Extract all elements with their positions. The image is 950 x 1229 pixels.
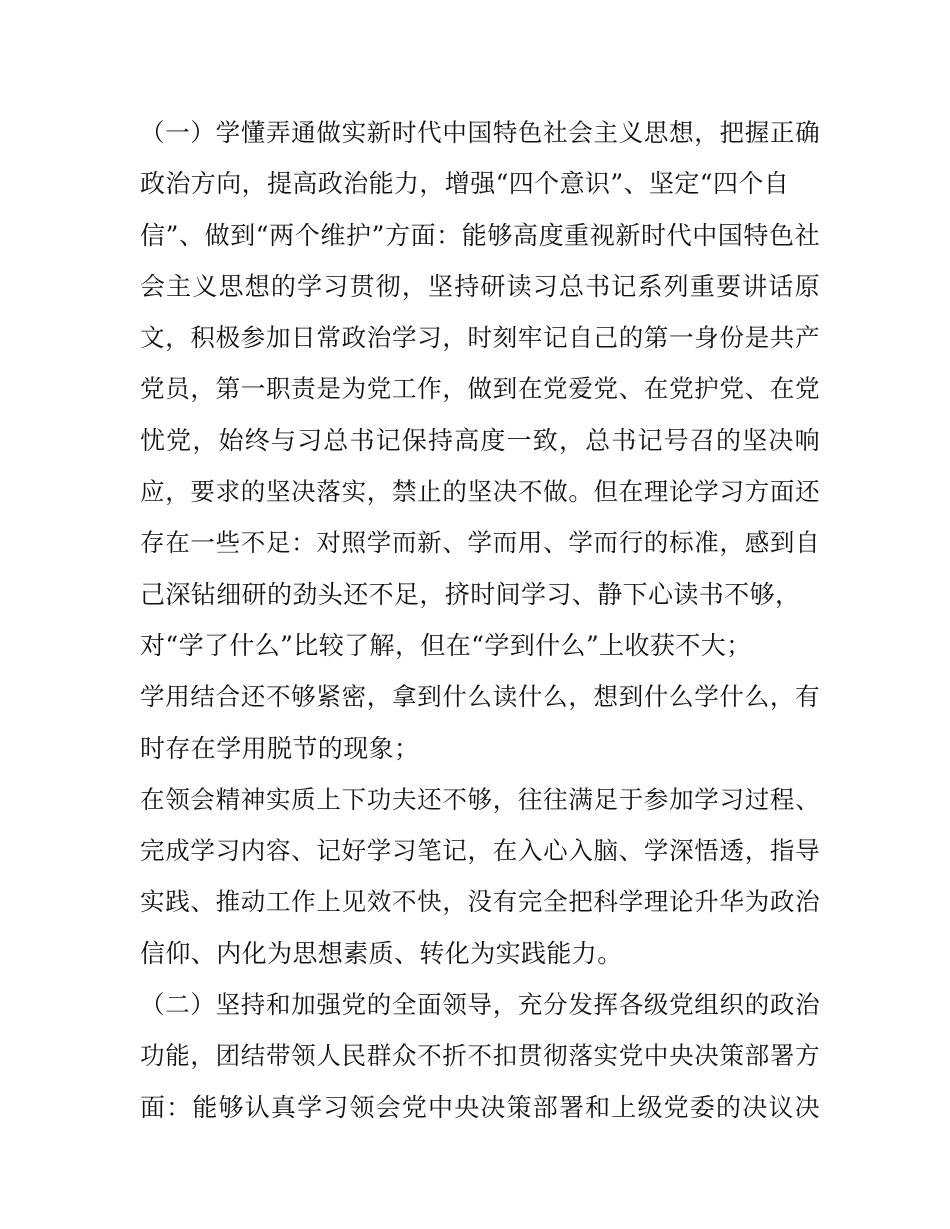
text-line: 存在一些不足：对照学而新、学而用、学而行的标准，感到自	[140, 528, 820, 558]
text-line: 功能，团结带领人民群众不折不扣贯彻落实党中央决策部署方	[140, 1041, 820, 1071]
text-line: 己深钻细研的劲头还不足，挤时间学习、静下心读书不够，	[140, 579, 801, 609]
text-line: 时存在学用脱节的现象；	[140, 733, 420, 763]
text-line: 政治方向，提高政治能力，增强“四个意识”、坚定“四个自	[140, 169, 790, 199]
text-line: 完成学习内容、记好学习笔记，在入心入脑、学深悟透，指导	[140, 836, 820, 866]
document-body	[140, 107, 820, 1133]
text-line: 面：能够认真学习领会党中央决策部署和上级党委的决议决	[140, 1092, 820, 1122]
text-line: 信仰、内化为思想素质、转化为实践能力。	[140, 938, 623, 968]
text-line: 实践、推动工作上见效不快，没有完全把科学理论升华为政治	[140, 887, 820, 917]
text-line: 会主义思想的学习贯彻，坚持研读习总书记系列重要讲话原	[140, 271, 820, 301]
text-line: 应，要求的坚决落实，禁止的坚决不做。但在理论学习方面还	[140, 477, 820, 507]
text-line: 党员，第一职责是为党工作，做到在党爱党、在党护党、在党	[140, 374, 820, 404]
text-line: 忧党，始终与习总书记保持高度一致，总书记号召的坚决响	[140, 425, 820, 455]
text-line: 文，积极参加日常政治学习，时刻牢记自己的第一身份是共产	[140, 323, 820, 353]
text-line: 在领会精神实质上下功夫还不够，往往满足于参加学习过程、	[140, 784, 820, 814]
text-line: （二）坚持和加强党的全面领导，充分发挥各级党组织的政治	[140, 990, 820, 1020]
text-line: 对“学了什么”比较了解，但在“学到什么”上收获不大；	[140, 630, 752, 660]
text-line: （一）学懂弄通做实新时代中国特色社会主义思想，把握正确	[140, 118, 820, 147]
text-line: 信”、做到“两个维护”方面：能够高度重视新时代中国特色社	[140, 220, 820, 250]
text-line: 学用结合还不够紧密，拿到什么读什么，想到什么学什么，有	[140, 682, 820, 712]
